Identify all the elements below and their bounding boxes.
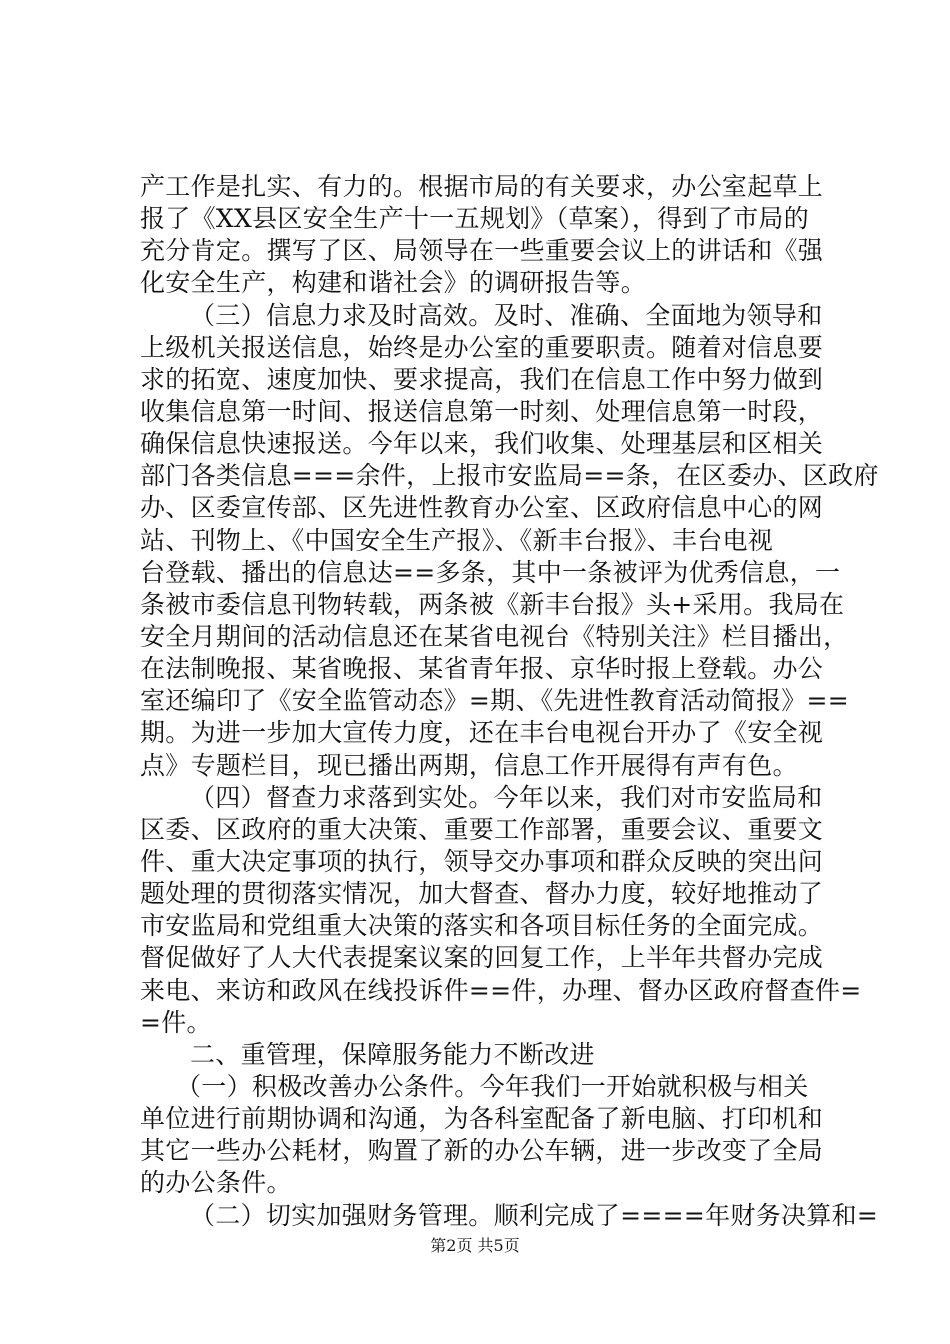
text-line: 收集信息第一时间、报送信息第一时刻、处理信息第一时段， bbox=[140, 396, 824, 426]
text-line: 确保信息快速报送。今年以来，我们收集、处理基层和区相关 bbox=[140, 429, 824, 459]
text-line: 室还编印了《安全监管动态》=期、《先进性教育活动简报》== bbox=[140, 686, 850, 716]
text-line: 来电、来访和政风在线投诉件==件，办理、督办区政府督查件= bbox=[140, 975, 862, 1005]
text-line: 台登载、播出的信息达==多条，其中一条被评为优秀信息，一 bbox=[140, 557, 841, 587]
text-line: 条被市委信息刊物转载，两条被《新丰台报》头+采用。我局在 bbox=[140, 589, 845, 619]
text-line: 单位进行前期协调和沟通，为各科室配备了新电脑、打印机和 bbox=[140, 1104, 824, 1134]
paragraph-start-line: （二）切实加强财务管理。顺利完成了====年财务决算和= bbox=[190, 1200, 879, 1230]
page-number-footer: 第2页 共5页 bbox=[430, 1236, 520, 1255]
text-line: 充分肯定。撰写了区、局领导在一些重要会议上的讲话和《强 bbox=[140, 236, 824, 266]
text-line: 其它一些办公耗材，购置了新的办公车辆，进一步改变了全局 bbox=[140, 1136, 824, 1166]
text-line: 求的拓宽、速度加快、要求提高，我们在信息工作中努力做到 bbox=[140, 364, 824, 394]
text-line: 督促做好了人大代表提案议案的回复工作，上半年共督办完成 bbox=[140, 943, 824, 973]
text-line: 的办公条件。 bbox=[140, 1168, 292, 1198]
text-line: =件。 bbox=[140, 1007, 212, 1037]
paragraph-start-line: （三）信息力求及时高效。及时、准确、全面地为领导和 bbox=[190, 300, 823, 330]
text-line: 站、刊物上、《中国安全生产报》、《新丰台报》、丰台电视 bbox=[140, 525, 774, 555]
text-line: 上级机关报送信息，始终是办公室的重要职责。随着对信息要 bbox=[140, 332, 824, 362]
text-line: 报了《XX县区安全生产十一五规划》（草案），得到了市局的 bbox=[140, 204, 809, 234]
text-line: 在法制晚报、某省晚报、某省青年报、京华时报上登载。办公 bbox=[140, 654, 824, 684]
document-body bbox=[140, 171, 879, 1232]
text-line: 部门各类信息===余件，上报市安监局==条，在区委办、区政府 bbox=[140, 461, 879, 491]
paragraph-start-line: （一）积极改善办公条件。今年我们一开始就积极与相关 bbox=[176, 1071, 809, 1101]
text-line: 点》专题栏目，现已播出两期，信息工作开展得有声有色。 bbox=[140, 750, 798, 780]
text-line: 化安全生产，构建和谐社会》的调研报告等。 bbox=[140, 268, 647, 298]
paragraph-start-line: （四）督查力求落到实处。今年以来，我们对市安监局和 bbox=[190, 782, 823, 812]
text-line: 区委、区政府的重大决策、重要工作部署，重要会议、重要文 bbox=[140, 814, 824, 844]
text-line: 市安监局和党组重大决策的落实和各项目标任务的全面完成。 bbox=[140, 911, 824, 941]
text-line: 期。为进一步加大宣传力度，还在丰台电视台开办了《安全视 bbox=[140, 718, 824, 748]
text-line: 办、区委宣传部、区先进性教育办公室、区政府信息中心的网 bbox=[140, 493, 824, 523]
text-line: 产工作是扎实、有力的。根据市局的有关要求，办公室起草上 bbox=[140, 172, 824, 201]
section-heading: 二、重管理，保障服务能力不断改进 bbox=[190, 1039, 595, 1069]
text-line: 安全月期间的活动信息还在某省电视台《特别关注》栏目播出， bbox=[140, 621, 849, 651]
text-line: 题处理的贯彻落实情况，加大督查、督办力度，较好地推动了 bbox=[140, 879, 824, 909]
text-line: 件、重大决定事项的执行，领导交办事项和群众反映的突出问 bbox=[140, 846, 824, 876]
